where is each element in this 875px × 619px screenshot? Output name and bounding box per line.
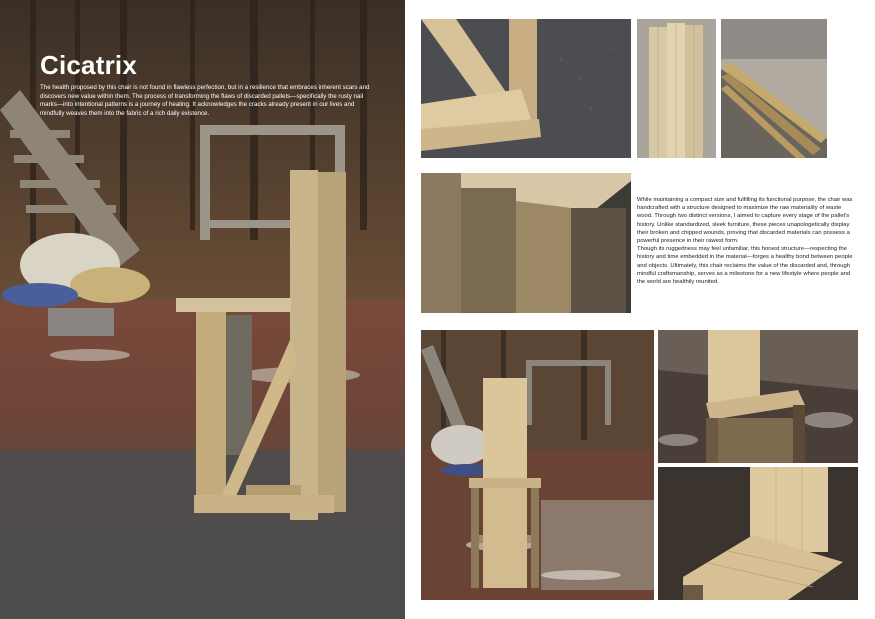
description-paragraph-1: While maintaining a compact size and fulfilling its functional purpose, the chair was handcrafted with a structure designed to maximize the raw materiality of waste wood. Through two distinct versions, I aimed to capture every stage of the pallet's history. Unlike standardized, sleek furniture, these pieces unapologetically display their broken and chipped wounds, proving that discarded materials can possess a powerful presence in their rawest form. — [637, 197, 853, 245]
description — [637, 196, 855, 286]
description-paragraph-2: Though its ruggedness may feel unfamiliar, this honest structure—respecting the history and time embedded in the material—forges a healthy bond between people and objects. Ultimately, this chair reclaims the value of the discarded and, through mindful craftsmanship, serves as a milestone for a new lifestyle where people and the world are healthily reunited. — [637, 246, 853, 286]
photo-backrest-planks — [637, 19, 716, 158]
page-title: Cicatrix — [40, 50, 137, 80]
intro-text: The health proposed by this chair is not found in flawless perfection, but in a resilience that embraces inherent scars and discovers new value within them. The process of transforming the flaws of discarded pallets—specifically the rusty nail marks—into intentional patterns is a journey of healing. It acknowledges the cracks already present in our lives and mindfully weaves them into the fabric of a rich daily existence. — [40, 84, 370, 117]
photo-seat-corner — [421, 173, 631, 313]
photo-joint-detail — [421, 19, 631, 158]
photo-box-seat — [658, 330, 858, 463]
photo-chair-version-two — [421, 330, 654, 600]
hero-photo — [0, 0, 405, 619]
photo-raw-boards — [721, 19, 827, 158]
photo-seat-closeup — [658, 467, 858, 600]
